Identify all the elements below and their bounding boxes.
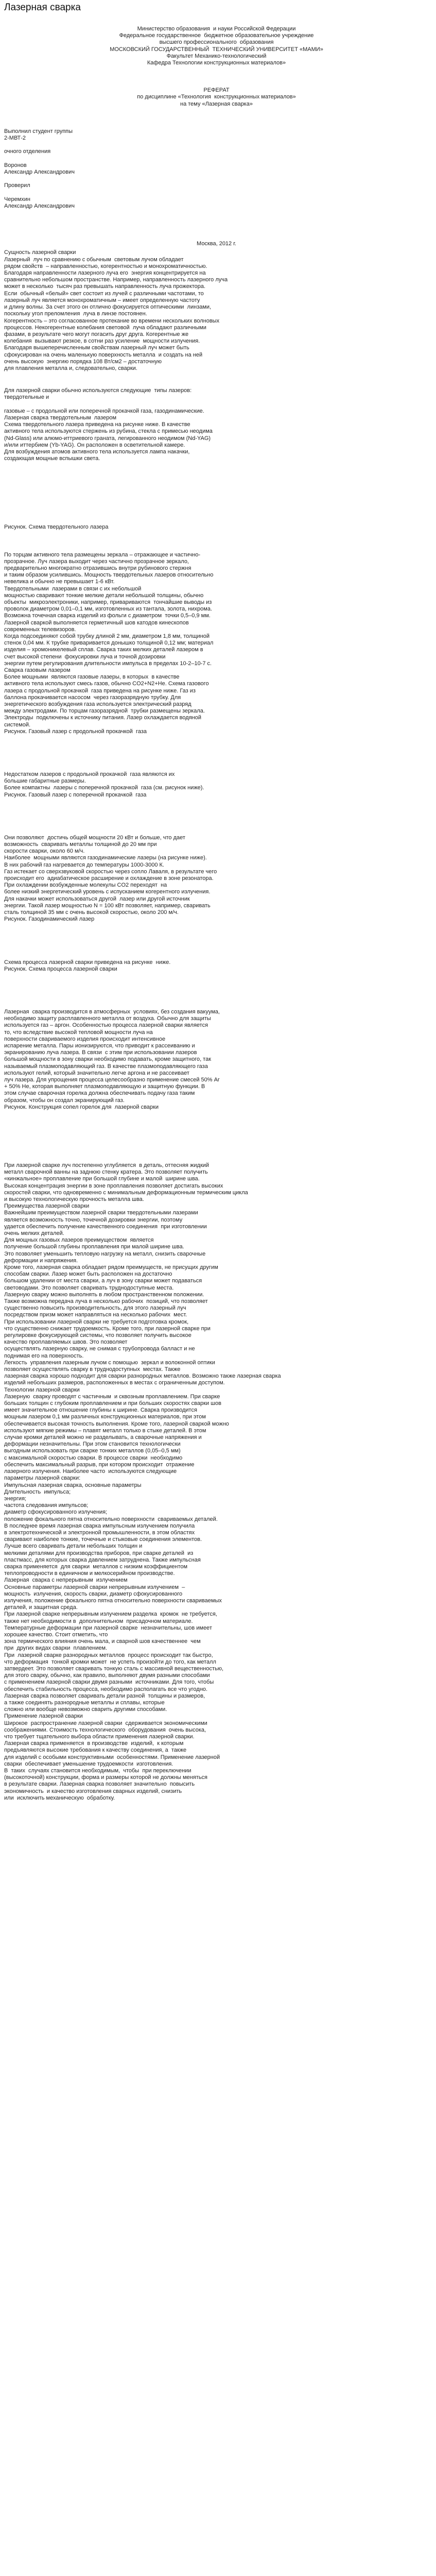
figure-placeholder bbox=[4, 462, 429, 524]
figure-placeholder bbox=[4, 1111, 429, 1142]
text-block: Рисунок. Схема твердотельного лазера bbox=[4, 524, 109, 531]
centered-text-block: РЕФЕРАТ по дисциплине «Технология конструкционных материалов» на тему «Лазерная сварка» bbox=[137, 87, 296, 107]
text-block: При лазерной сварке луч постепенно углубляется в деталь, оттесняя жидкий металл сварочной ванны на заднюю стенку кратера. Это позволяет получить «кинжальное» проплавление при большой глубине и малой ширине шва. Высокая концентрация энергии в зоне проплавления позволяет достигать высоких скоростей сварки, что одновременно с минимальным деформационным термическим цикла и высокую технологическую прочность металла шва. Преимущества лазерной сварки Важнейшим преимуществом лазерной сварки твердотельными лазерами является возможность точно, точечной дозировки энергии, поэтому удается обеспечить получение качественного соединения при изготовлении очень мелких деталей. Для мощных газовых лазеров преимуществом является получение большой глубины проплавления при малой ширине шва. Это позволяет уменьшить тепловую нагрузку на металл, снизить сварочные деформации и напряжения. Кроме того, лазерная сварка обладает рядом преимуществ, не присущих другим способам сварки. Лазер может быть расположен на достаточно большом удалении от места сварки, а луч в зону сварки может подаваться световодами. Это позволяет сваривать труднодоступные места. Лазерную сварку можно выполнять в любом пространственном положении. Также возможна передача луча в несколько рабочих позиций, что позволяет существенно повысить производительность, для этого лазерный луч посредством призм может направляться на несколько рабочих мест. При использовании лазерной сварки не требуется подготовка кромок, что существенно снижает трудоемкость. Кроме того, при лазерной сварке при регулировке фокусирующей системы, что позволяет получить высокое качество проплавляемых швов. Это позволяет осуществлять лазерную сварку, не снимая с трубопровода балласт и не поднимая его на поверхность. Легкость управления лазерным лучом с помощью зеркал и волоконной оптики позволяет осуществлять сварку в труднодоступных местах. Также лазерная сварка хорошо подходит для сварки разнородных металлов. Возможно также лазерная сварка изделий небольших размеров, расположенных в местах с ограниченным доступом. Технологии лазерной сварки Лазерную сварку проводят с частичным и сквозным проплавлением. При сварке больших толщин с глубоким проплавлением и при больших скоростях сварки шов имеет значительное отношение глубины к ширине. Сварка производится мощным лазером 0,1 мм различных конструкционных материалов, при этом обеспечивается высокая точность выполнения. Кроме того, лазерной сваркой можно используют мягкие режимы – плавят металл только в стыке деталей. В этом случае кромки деталей можно не разделывать, а сварочные напряжения и деформации незначительны. При этом становится технологически выгодным использовать при сварке тонких металлов (0,05–0,5 мм) с максимальной скоростью сварки. В процессе сварки необходимо обеспечить максимальный разрыв, при котором происходит отражение лазерного излучения. Наиболее часто используются следующие параметры лазерной сварки: Импульсная лазерная сварка, основные параметры Длительность импульса; энергия; частота следования импульсов; диаметр сфокусированного излучения; положение фокального пятна относительно поверхности свариваемых деталей. В последнее время лазерная сварка импульсным излучением получила в электротехнической и электронной промышленности, в этом областях сваривают наиболее тонкие, точечные и стыковые соединения элементов. Лучше всего сваривать детали небольших толщин и мелкими деталями для производства приборов, при сварке деталей из пластмасс, для которых сварка давлением затруднена. Также импульсная сварка применяется для сварки металлов с низким коэффициентом теплопроводности в единичном и мелкосерийном производстве. Лазерная сварка с непрерывным излучением Основные параметры лазерной сварки непрерывным излучением – мощность излучения, скорость сварки, диаметр сфокусированного излучения, положение фокального пятна относительно поверхности свариваемых деталей, и защитная среда. При лазерной сварке непрерывным излучением разделка кромок не требуется, также нет необходимости в дополнительном присадочном материале. Температурные деформации при лазерной сварке незначительны, шов имеет хорошее качество. Стоит отметить, что зона термического влияния очень мала, и сварной шов качественнее чем при других видах сварки плавлением. При лазерной сварке разнородных металлов процесс происходит так быстро, что деформация тонкой кромки может не успеть произойти до того, как металл затвердеет. Это позволяет сваривать тонкую сталь с массивной вещественностью, для этого сварку, обычно, как правило, выполняют двумя разными способами с применением лазерной сварки двумя разными источниками. Для того, чтобы обеспечить стабильность процесса, необходимо располагать все что угодно. Лазерная сварка позволяет сваривать детали разной толщины и размеров, а также соединять разнородные металлы и сплавы, которые сложно или вообще невозможно сварить другими способами. Применение лазерной сварки Широкое распространение лазерной сварки сдерживается экономическими соображениями. Стоимость технологического оборудования очень высока, что требует тщательного выбора области применения лазерной сварки. Лазерная сварка применяется в производстве изделий, к которым предъявляются высокие требования к качеству соединения, а также для изделий с особыми конструктивными особенностями. Применение лазерной сварки обеспечивает уменьшение трудоемкости изготовления. В таких случаях становится необходимым, чтобы при переключении (высокоточной) конструкции, форма и размеры которой не должны меняться в результате сварки. Лазерная сварка позволяет значительно повысить экономичность и качество изготовления сварных изделий, снизить или исключить механическую обработку. bbox=[4, 1162, 281, 1801]
text-block: Они позволяют достичь общей мощности 20 кВт и больше, что дает возможность сваривать металлы толщиной до 20 мм при скорости сварки, около 60 м/ч. Наиболее мощными являются газодинамические лазеры (на рисунке ниже). В них рабочий газ нагревается до температуры 1000-3000 К. Газ истекает со сверхзвуковой скоростью через сопло Лаваля, в результате чего происходит его адиабатическое расширение и охлаждение в зоне резонатора. При охлаждении возбужденные молекулы CO2 переходят на более низкий энергетический уровень с испусканием когерентного излучения. Для накачки может использоваться другой лазер или другой источник энергии. Такой лазер мощностью N = 100 кВт позволяет, например, сваривать сталь толщиной 35 мм с очень высокой скоростью, около 200 м/ч. Рисунок. Газодинамический лазер bbox=[4, 834, 217, 923]
figure-placeholder bbox=[4, 973, 429, 1004]
text-block: Выполнил студент группы 2-МВТ-2 очного отделения Воронов Александр Александрович Проверил Черемхин Александр Александрович bbox=[4, 128, 75, 210]
text-block: Лазерная сварка производится в атмосферных условиях, без создания вакуума, необходимо защиту расплавленного металла от воздуха. Обычно для защиты используется газ – аргон. Особенностью процесса лазерной сварки является то, что вследствие высокой тепловой мощности луча на поверхности свариваемого изделия происходит интенсивное испарение металла. Пары ионизируются, что приводит к рассеиванию и экранированию луча лазера. В связи с этим при использовании лазеров большой мощности в зону сварки необходимо подавать, кроме защитного, так называемый плазмоподавляющий газ. В качестве плазмоподавляющего газа используют гелий, который значительно легче аргона и не рассеивает луч лазера. Для упрощения процесса целесообразно применение смесей 50% Ar + 50% He, которая выполняет плазмоподавляющую и защитную функции. В этом случае сварочная горелка должна обеспечивать подачу газа таким образом, чтобы он создал экранирующий газ. Рисунок. Конструкция сопел горелок для лазерной сварки bbox=[4, 1008, 220, 1110]
document-body bbox=[4, 21, 429, 1802]
text-block: Схема процесса лазерной сварки приведена на рисунке ниже. Рисунок. Схема процесса лазерной сварки bbox=[4, 959, 171, 972]
text-block: Для лазерной сварки обычно используются следующие типы лазеров: твердотельные и газовые – с продольной или поперечной прокачкой газа, газодинамические. Лазерная сварка твердотельным лазером Схема твердотельного лазера приведена на рисунке ниже. В качестве активного тела используются стержень из рубина, стекла с примесью неодима (Nd-Glass) или алюмо-иттриевого граната, легированного неодимом (Nd-YAG) и/или иттербием (Yb-YAG). Он расположен в осветительной камере. Для возбуждения атомов активного тела используется лампа накачки, создающая мощные вспышки света. bbox=[4, 387, 213, 462]
centered-text-block: Москва, 2012 г. bbox=[197, 241, 236, 247]
page-title: Лазерная сварка bbox=[4, 2, 81, 13]
text-block: Сущность лазерной сварки Лазерный луч по сравнению с обычным световым лучом обладает рядом свойств – направленностью, когерентностью и монохроматичностью. Благодаря направленности лазерного луча его энергия концентрируется на сравнительно небольшом пространстве. Например, направленность лазерного луча может в несколько тысяч раз превышать направленность луча прожектора. Если обычный «белый» свет состоит из лучей с различными частотами, то лазерный луч является монохроматичным – имеет определенную частоту и длину волны. За счет этого он отлично фокусируется оптическими линзами, посколькy угол преломления луча в линзе постоянен. Когерентность – это согласованное протекание во времени нескольких волновых процессов. Некогерентные колебания световой луча обладают различными фазами, в результате чего могут погасить друг друга. Когерентные же колебания вызывают резкое, в сотни раз усиление мощности излучения. Благодаря вышеперечисленным свойствам лазерный луч может быть сфокусирован на очень маленькую поверхность металла и создать на ней очень высокую энергию порядка 108 Вт/см2 – достаточную для плавления металла и, следовательно, сварки. bbox=[4, 249, 228, 371]
text-block: Недостатком лазеров с продольной прокачкой газа являются их большие габаритные размеры. Более компактны лазеры с поперечной прокачкой газа (см. рисунок ниже). Рисунок. Газовый лазер с поперечной прокачкой газа bbox=[4, 771, 204, 798]
centered-text-block: Министерство образования и науки Российской Федерации Федеральное государственное бюджетное образовательное учреждение высшего профессионального образования МОСКОВСКИЙ ГОСУДАРСТВЕННЫЙ ТЕХНИЧЕСКИЙ УНИВЕРСИТЕТ «МАМИ» Факультет Механико-технологический Кафедра Технологии конструкционных материалов» bbox=[110, 26, 323, 66]
figure-placeholder bbox=[4, 799, 429, 829]
figure-placeholder bbox=[4, 735, 429, 766]
text-block: По торцам активного тела размещены зеркала – отражающее и частично- прозрачное. Луч лазера выходит через частично прозрачное зеркало, предварительно многократно отразившись внутри рубинового стержня и таким образом усилившись. Мощность твердотельных лазеров относительно невелика и обычно не превышает 1-6 кВт. Твердотельными лазерами в связи с их небольшой мощностью сваривают тонкие мелкие детали небольшой толщины, обычно объекты микроэлектроники, например, привариваются тончайшие выводы из проволок диаметром 0,01–0,1 мм, изготовленных из тантала, золота, нихрома. Возможна точечная сварка изделий из фольги с диаметром точки 0,5–0,9 мм. Лазерной сваркой выполняется герметичный шов катодов кинескопов современных телевизоров. Когда подсоединяют собой трубку длиной 2 мм, диаметром 1,8 мм, толщиной стенок 0,04 мм. К трубке приваривается донышко толщиной 0,12 мм; материал изделия – хромоникелевый сплав. Сварка таких мелких деталей лазером в счет высокой степени фокусировки луча и точной дозировки энергии путем регулирования длительности импульса в пределах 10-2–10-7 с. Сварка газовым лазером Более мощными являются газовые лазеры, в которых в качестве активного тела используют смесь газов, обычно CO2+N2+He. Схема газового лазера с продольной прокачкой газа приведена на рисунке ниже. Газ из баллона прокачивается насосом через газоразрядную трубку. Для энергетического возбуждения газа используется электрический разряд между электродами. По торцам газоразрядной трубки размещены зеркала. Электроды подключены к источнику питания. Лазер охлаждается водяной системой. Рисунок. Газовый лазер с продольной прокачкой газа bbox=[4, 551, 214, 735]
figure-placeholder bbox=[4, 923, 429, 954]
